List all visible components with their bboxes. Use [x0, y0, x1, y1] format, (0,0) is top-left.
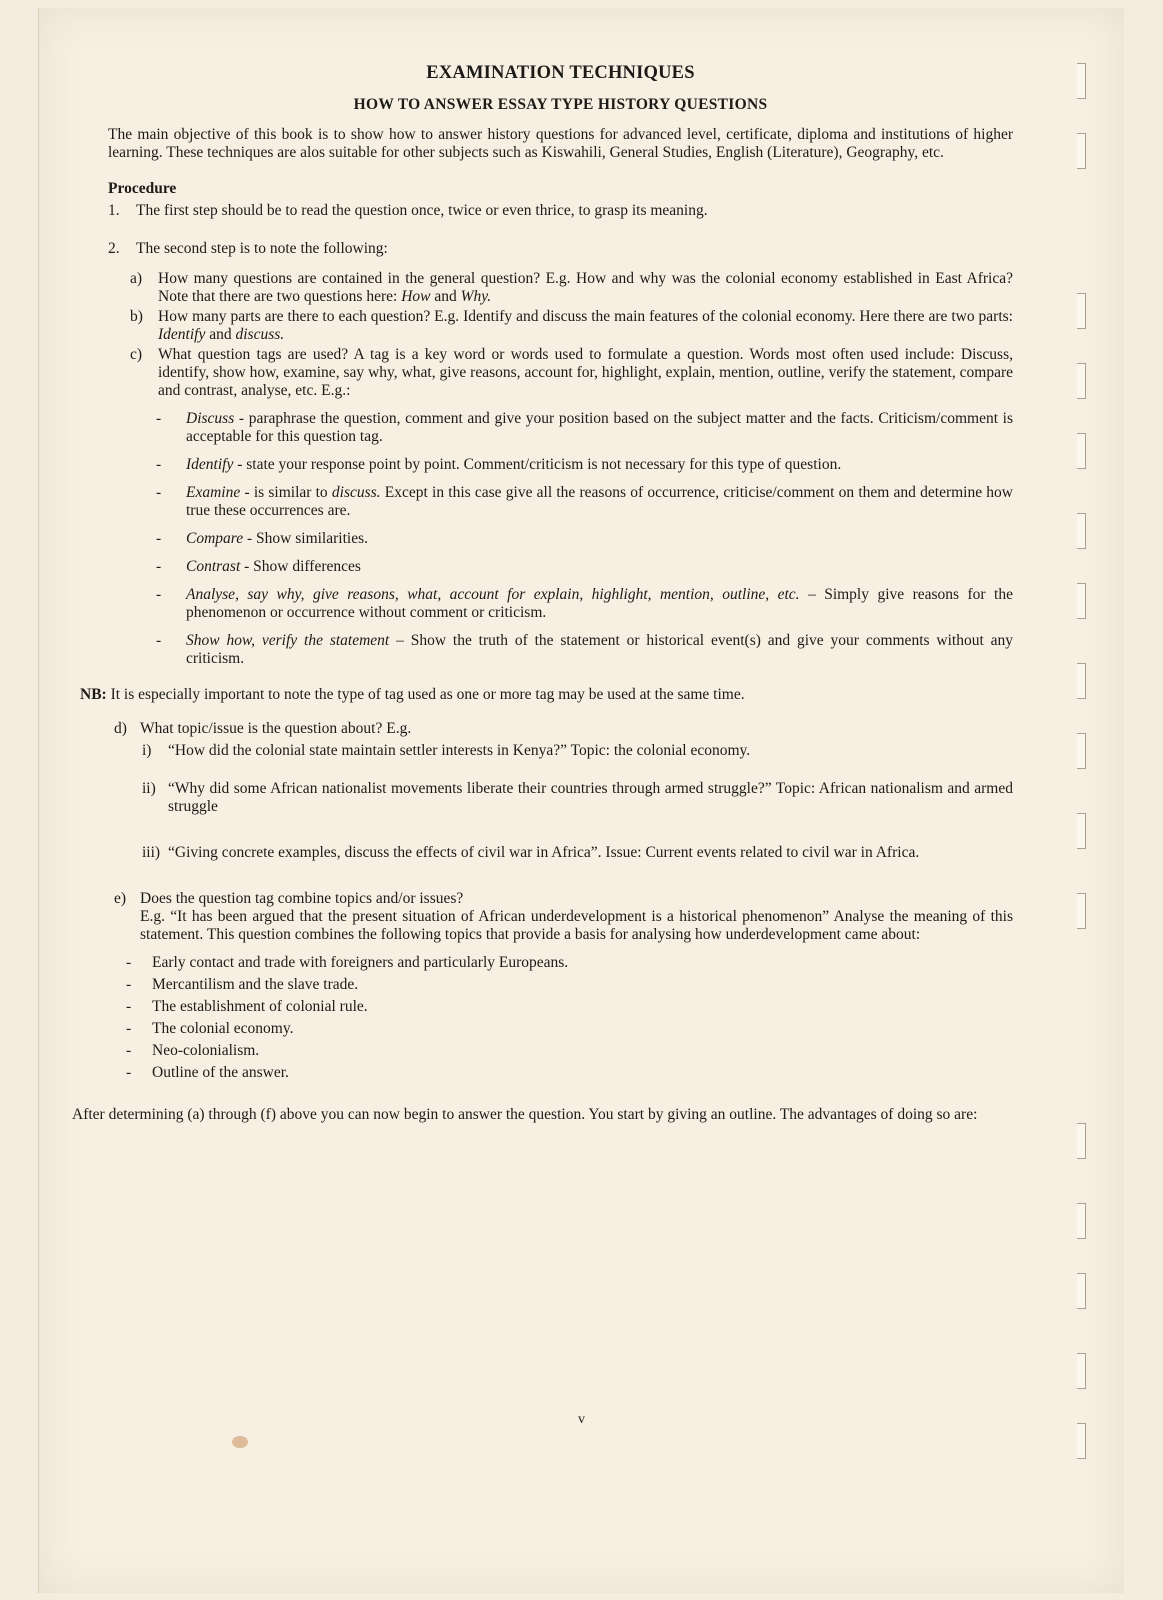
example-text: “Giving concrete examples, discuss the effects of civil war in Africa”. Issue: Current events related to civil war in Africa. — [168, 844, 920, 861]
list-item — [126, 1064, 1013, 1086]
step-2 — [108, 240, 1013, 258]
binding-hole — [1077, 433, 1086, 469]
example-number: ii) — [142, 780, 156, 797]
tag-term: Show how, verify the statement — [186, 632, 390, 649]
tag-text — [186, 456, 1013, 474]
sub-item-b — [130, 308, 1013, 344]
tag-item — [156, 558, 1013, 576]
tag-text — [186, 632, 1013, 668]
example-number: iii) — [142, 844, 161, 861]
example-number: i) — [142, 742, 152, 759]
binding-hole — [1077, 293, 1086, 329]
binding-hole — [1077, 813, 1086, 849]
binding-hole — [1077, 733, 1086, 769]
dash: - — [156, 558, 162, 575]
intro-paragraph: The main objective of this book is to show how to answer history questions for advanced level, certificate, diploma and institutions of higher learning. These techniques are alos suitable for other subjects such as Kiswahili, General Studies, English (Literature), Geography, etc. — [108, 126, 1013, 161]
example-text: “Why did some African nationalist movements liberate their countries through armed struggle?” Topic: African nationalism and armed struggle — [168, 780, 1013, 815]
tag-desc: – Simply give reasons for the phenomenon or occurrence without comment or criticism. — [186, 586, 1013, 621]
tag-term: Analyse, say why, give reasons, what, account for explain, highlight, mention, outline, etc. — [186, 586, 800, 603]
tag-term-2: discuss. — [331, 484, 381, 501]
dash: - — [156, 410, 162, 427]
binding-hole — [1077, 63, 1086, 99]
tag-desc: – Show the truth of the statement or historical event(s) and give your comments without any criticism. — [186, 632, 1013, 667]
list-item — [126, 1020, 1013, 1042]
tag-text — [186, 586, 1013, 622]
binding-holes — [1072, 63, 1086, 1483]
topic-text: The colonial economy. — [152, 1020, 294, 1037]
nb-text: It is especially important to note the type of tag used as one or more tag may be used at the same time. — [106, 686, 745, 703]
example-item — [142, 742, 1013, 760]
dash: - — [156, 484, 162, 501]
tag-desc: Except in this case give all the reasons of occurrence, criticise/comment on them and determine how true these occurrences are. — [186, 484, 1013, 519]
list-item — [126, 1042, 1013, 1064]
sub-b-em1: Identify — [158, 326, 206, 343]
dash: - — [126, 1042, 132, 1059]
page-number: v — [578, 1412, 585, 1427]
sub-a-em1: How — [401, 288, 431, 305]
example-item — [142, 844, 1013, 862]
binding-hole — [1077, 893, 1086, 929]
sub-item-text — [158, 270, 1013, 306]
tag-item — [156, 632, 1013, 668]
sub-item-e — [114, 890, 1013, 908]
page-content — [72, 63, 1013, 1124]
tag-text — [186, 558, 1013, 576]
page-subtitle: HOW TO ANSWER ESSAY TYPE HISTORY QUESTIONS — [353, 96, 768, 113]
sub-a-em2: Why. — [460, 288, 492, 305]
nb-label: NB: — [80, 686, 107, 703]
step-text: The second step is to note the following: — [136, 240, 388, 257]
dash: - — [156, 530, 162, 547]
tag-desc-pre: - is similar to — [240, 484, 332, 501]
sub-item-c — [130, 346, 1013, 400]
binding-hole — [1077, 583, 1086, 619]
binding-hole — [1077, 663, 1086, 699]
binding-hole — [1077, 1423, 1086, 1459]
tag-item — [156, 484, 1013, 520]
dash: - — [156, 586, 162, 603]
tag-item — [156, 586, 1013, 622]
tag-term: Contrast — [186, 558, 241, 575]
binding-hole — [1077, 1203, 1086, 1239]
tag-term: Identify — [186, 456, 234, 473]
tag-item — [156, 530, 1013, 548]
tag-text — [186, 530, 1013, 548]
step-number: 2. — [108, 240, 120, 257]
list-item — [126, 976, 1013, 998]
topic-text: Outline of the answer. — [152, 1064, 289, 1081]
sub-item-letter: d) — [114, 720, 127, 737]
dash: - — [156, 632, 162, 649]
example-item — [142, 780, 1013, 816]
tag-desc: - Show similarities. — [243, 530, 368, 547]
binding-hole — [1077, 1273, 1086, 1309]
dash: - — [126, 976, 132, 993]
sub-item-text: Does the question tag combine topics and/or issues? — [140, 890, 464, 907]
tag-text — [186, 484, 1013, 520]
tag-desc: - Show differences — [240, 558, 361, 575]
sub-item-d — [114, 720, 1013, 738]
tag-desc: - state your response point by point. Comment/criticism is not necessary for this type of question. — [233, 456, 842, 473]
binding-hole — [1077, 1353, 1086, 1389]
paper-stain — [232, 1436, 248, 1448]
sub-e-example: E.g. “It has been argued that the present situation of African underdevelopment is a historical phenomenon” Analyse the meaning of this statement. This question combines the following topics that provide a basis for analysing how underdevelopment came about: — [140, 908, 1013, 943]
step-number: 1. — [108, 202, 120, 219]
sub-a-text: How many questions are contained in the general question? E.g. How and why was the colonial economy established in East Africa? Note that there are two questions here: — [158, 270, 1013, 305]
sub-b-mid: and — [209, 326, 232, 343]
sub-b-em2: discuss. — [235, 326, 285, 343]
topic-text: The establishment of colonial rule. — [152, 998, 368, 1015]
page-title: EXAMINATION TECHNIQUES — [426, 63, 695, 83]
sub-item-letter: c) — [130, 346, 143, 363]
dash: - — [126, 1020, 132, 1037]
sub-item-text: What question tags are used? A tag is a key word or words used to formulate a question. Words most often used include: Discuss, identify, show how, examine, say why, what, give reasons, account for, highlight, explain, mention, outline, verify the statement, compare and contrast, analyse, etc. E.g.: — [158, 346, 1013, 399]
binding-hole — [1077, 133, 1086, 169]
dash: - — [156, 456, 162, 473]
sub-item-a — [130, 270, 1013, 306]
topic-text: Mercantilism and the slave trade. — [152, 976, 359, 993]
topic-list — [126, 954, 1013, 1086]
binding-hole — [1077, 513, 1086, 549]
tag-item — [156, 410, 1013, 446]
step-1 — [108, 202, 1013, 220]
dash: - — [126, 998, 132, 1015]
tag-term: Discuss — [186, 410, 235, 427]
tag-desc: - paraphrase the question, comment and give your position based on the subject matter and the facts. Criticism/comment is acceptable for this question tag. — [186, 410, 1013, 445]
tag-term: Examine — [186, 484, 241, 501]
binding-hole — [1077, 363, 1086, 399]
example-text: “How did the colonial state maintain settler interests in Kenya?” Topic: the colonial economy. — [168, 742, 751, 759]
step-text: The first step should be to read the question once, twice or even thrice, to grasp its meaning. — [136, 202, 708, 219]
list-item — [126, 954, 1013, 976]
closing-paragraph: After determining (a) through (f) above you can now begin to answer the question. You start by giving an outline. The advantages of doing so are: — [72, 1106, 978, 1123]
sub-item-letter: e) — [114, 890, 127, 907]
topic-text: Early contact and trade with foreigners and particularly Europeans. — [152, 954, 569, 971]
sub-item-letter: b) — [130, 308, 143, 325]
dash: - — [126, 1064, 132, 1081]
topic-text: Neo-colonialism. — [152, 1042, 260, 1059]
binding-hole — [1077, 1123, 1086, 1159]
nb-note — [80, 686, 1013, 704]
sub-b-text: How many parts are there to each question? E.g. Identify and discuss the main features of the colonial economy. Here there are two parts: — [158, 308, 1013, 325]
procedure-heading: Procedure — [108, 180, 177, 197]
tag-item — [156, 456, 1013, 474]
list-item — [126, 998, 1013, 1020]
sub-item-text — [158, 308, 1013, 344]
tag-text — [186, 410, 1013, 446]
sub-item-text: What topic/issue is the question about? E.g. — [140, 720, 412, 737]
dash: - — [126, 954, 132, 971]
tag-term: Compare — [186, 530, 244, 547]
sub-a-mid: and — [434, 288, 457, 305]
sub-item-letter: a) — [130, 270, 143, 287]
